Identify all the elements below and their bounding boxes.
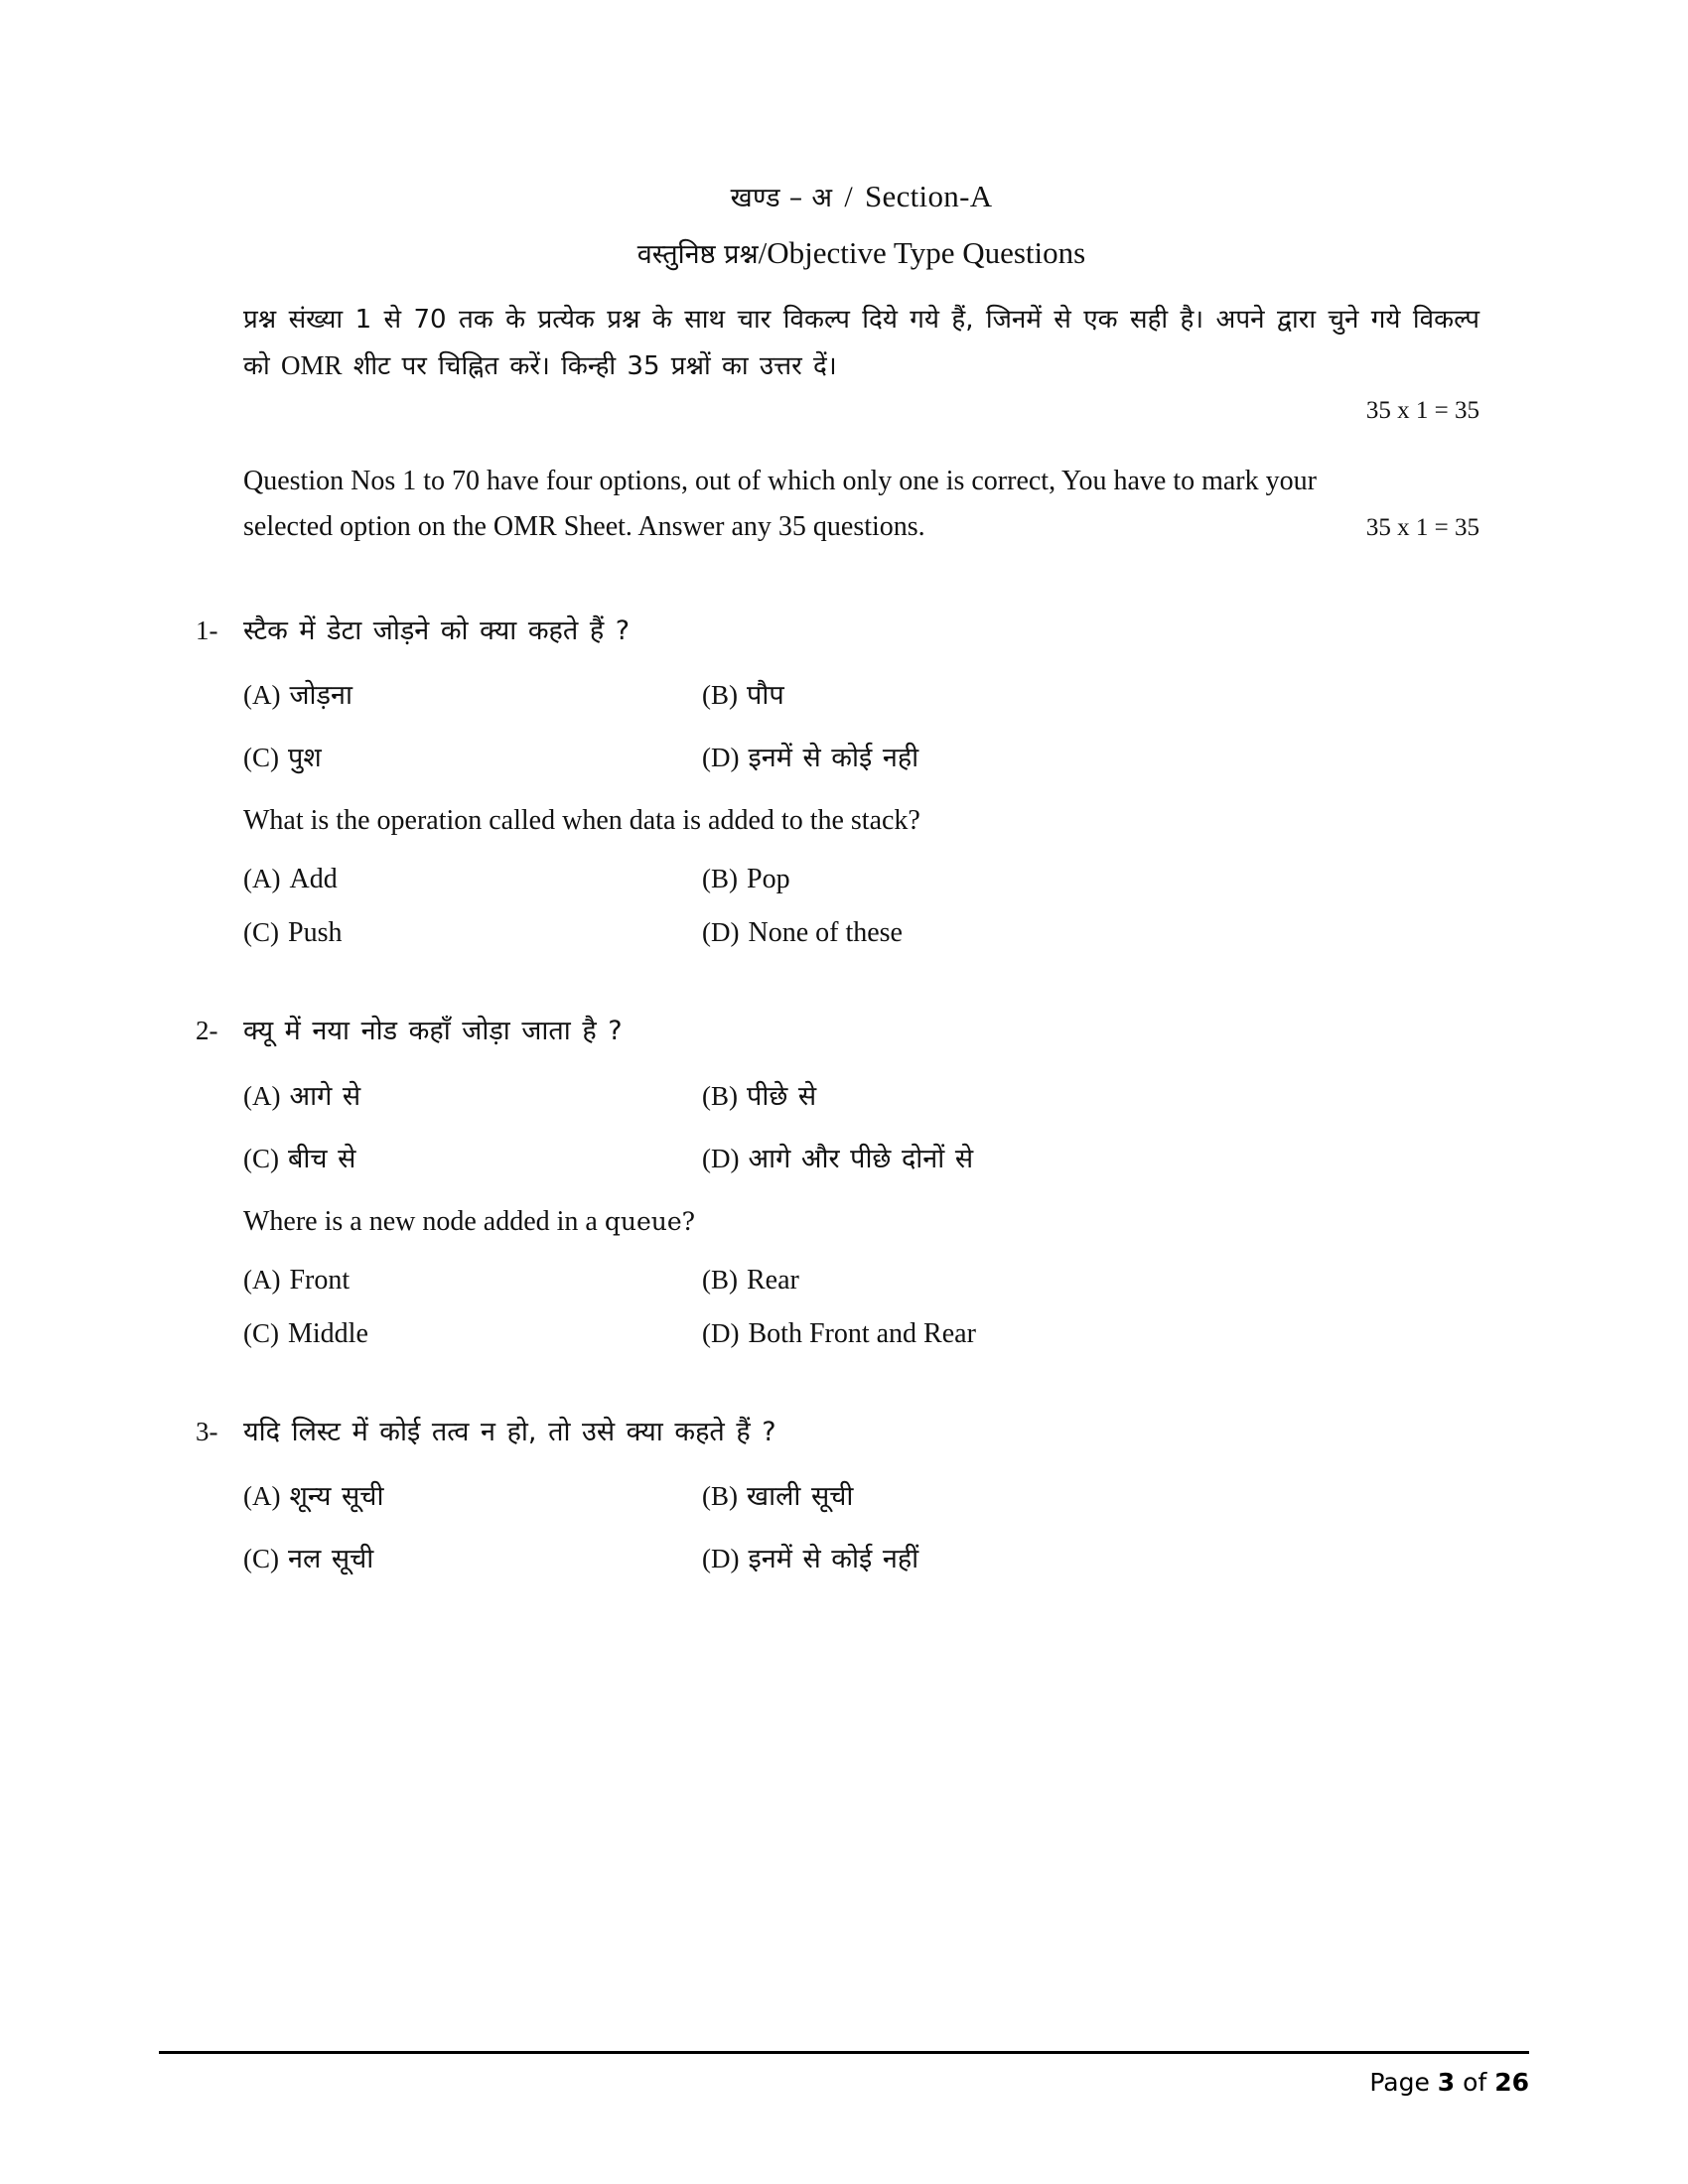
option-label: (D): [702, 1317, 740, 1348]
option-text: Push: [288, 917, 343, 949]
option-label: (C): [243, 1317, 279, 1348]
option-text: शून्य सूची: [289, 1481, 384, 1513]
option-row: [243, 738, 1479, 774]
page-number-total: 26: [1494, 2068, 1529, 2097]
option-text: Pop: [747, 864, 790, 895]
option-row: [243, 1139, 1479, 1175]
question-1-text-hindi: स्टैक में डेटा जोड़ने को क्या कहते हैं ?: [243, 614, 631, 646]
instructions-hindi-tail: [243, 388, 251, 433]
option-text: खाली सूची: [747, 1481, 854, 1513]
page-number-middle: of: [1455, 2068, 1495, 2097]
option-label: (B): [702, 1264, 738, 1295]
instructions-english-line2: selected option on the OMR Sheet. Answer any 35 questions.: [243, 510, 925, 542]
instructions-hindi-part2: शीट पर चिह्नित करें। किन्ही 35 प्रश्नों का उत्तर दें।: [342, 350, 837, 381]
option-row: [243, 675, 1479, 712]
option-text: Front: [289, 1264, 351, 1296]
question-1-options-english: [243, 864, 1479, 949]
option-2-hi-b[interactable]: [702, 1076, 1479, 1113]
question-1-options-hindi: [243, 675, 1479, 774]
instructions-hindi-part1: प्रश्न संख्या 1 से 70 तक के प्रत्येक प्रश्न के साथ चार विकल्प दिये गये हैं, जिनमें से एक सही है। अपने द्वारा चुने गये विकल्प को: [243, 305, 1479, 381]
option-text: पुश: [288, 743, 322, 774]
page-number-prefix: Page: [1369, 2068, 1438, 2097]
option-text: None of these: [748, 917, 903, 949]
page-number: [159, 2054, 1529, 2097]
page-footer: [159, 2051, 1529, 2097]
option-1-en-a[interactable]: [243, 864, 702, 895]
option-row: [243, 1265, 1479, 1297]
option-3-hi-b[interactable]: [702, 1476, 1479, 1513]
option-3-hi-d[interactable]: [702, 1539, 1479, 1575]
option-text: Add: [289, 864, 338, 895]
option-2-hi-c[interactable]: [243, 1139, 702, 1175]
option-1-en-b[interactable]: [702, 864, 1479, 895]
option-label: (B): [702, 680, 738, 711]
option-label: (D): [702, 1143, 740, 1173]
option-2-en-b[interactable]: [702, 1265, 1479, 1297]
instructions-hindi-omr: OMR: [280, 349, 343, 380]
option-1-hi-d[interactable]: [702, 738, 1479, 774]
option-label: (C): [243, 1143, 279, 1173]
question-block-1: [196, 611, 1479, 950]
option-3-hi-a[interactable]: [243, 1476, 702, 1513]
instructions-hindi: [243, 298, 1479, 388]
question-block-3: [196, 1412, 1479, 1576]
option-text: पीछे से: [747, 1080, 817, 1112]
option-1-hi-b[interactable]: [702, 675, 1479, 712]
instructions-english: [243, 459, 1479, 549]
option-label: (D): [702, 917, 740, 948]
subsection-heading-english: Objective Type Questions: [767, 234, 1086, 270]
subsection-heading-separator: /: [758, 234, 768, 270]
question-1-number: 1-: [196, 614, 218, 645]
option-row: [243, 864, 1479, 895]
question-3-options-hindi: [243, 1476, 1479, 1575]
question-3-heading: [196, 1412, 1479, 1453]
option-text: बीच से: [288, 1143, 356, 1174]
question-1-text-english: What is the operation called when data is added to the stack?: [243, 805, 920, 837]
option-row: [243, 1076, 1479, 1113]
page-number-current: 3: [1437, 2068, 1456, 2097]
page-content: [196, 174, 1479, 1601]
instructions-hindi-marks: 35 x 1 = 35: [1365, 397, 1479, 425]
section-heading: [243, 174, 1479, 220]
option-text: Middle: [288, 1317, 368, 1349]
question-2-number: 2-: [196, 1016, 218, 1046]
subsection-heading-hindi: वस्तुनिष्ठ प्रश्न: [636, 238, 759, 270]
option-label: (B): [702, 1481, 738, 1512]
option-label: (B): [702, 864, 738, 894]
option-label: (A): [243, 1481, 281, 1512]
section-heading-english: Section-A: [864, 179, 993, 213]
question-1-heading: [196, 611, 1479, 652]
option-1-en-c[interactable]: [243, 917, 702, 949]
option-2-en-c[interactable]: [243, 1318, 702, 1350]
section-heading-hindi: खण्ड – अ: [730, 183, 833, 213]
question-2-text-english: [243, 1201, 1479, 1243]
option-text: इनमें से कोई नही: [748, 743, 919, 774]
option-1-hi-a[interactable]: [243, 675, 702, 712]
question-3-number: 3-: [196, 1416, 218, 1446]
question-3-text-hindi: यदि लिस्ट में कोई तत्व न हो, तो उसे क्या कहते हैं ?: [243, 1416, 776, 1447]
subsection-heading: [243, 230, 1479, 277]
option-3-hi-c[interactable]: [243, 1539, 702, 1575]
option-text: इनमें से कोई नहीं: [748, 1544, 919, 1575]
instructions-english-line2-row: [243, 504, 1479, 549]
option-label: (A): [243, 1264, 281, 1295]
instructions-hindi-marks-row: [243, 388, 1479, 433]
question-2-text-english-main: Where is a new node added in a: [243, 1205, 605, 1237]
option-label: (C): [243, 1544, 279, 1574]
option-text: Both Front and Rear: [748, 1317, 976, 1349]
option-2-hi-a[interactable]: [243, 1076, 702, 1113]
option-label: (A): [243, 1080, 281, 1111]
instructions-english-line1: Question Nos 1 to 70 have four options, out of which only one is correct, You have to mark your: [243, 466, 1317, 497]
option-label: (B): [702, 1080, 738, 1111]
option-2-hi-d[interactable]: [702, 1139, 1479, 1175]
option-text: Rear: [747, 1264, 799, 1296]
question-2-text-hindi: क्यू में नया नोड कहाँ जोड़ा जाता है ?: [243, 1016, 623, 1047]
option-1-hi-c[interactable]: [243, 738, 702, 774]
option-text: आगे और पीछे दोनों से: [748, 1143, 974, 1174]
option-row: [243, 1318, 1479, 1350]
question-2-options-english: [243, 1265, 1479, 1350]
option-label: (D): [702, 1544, 740, 1574]
section-heading-separator: /: [844, 181, 853, 213]
option-1-en-d[interactable]: [702, 917, 1479, 949]
instructions-english-marks: 35 x 1 = 35: [1365, 513, 1479, 541]
question-block-2: [196, 1011, 1479, 1350]
option-label: (C): [243, 917, 279, 948]
option-text: आगे से: [289, 1080, 361, 1112]
option-text: जोड़ना: [289, 680, 352, 712]
option-label: (A): [243, 864, 281, 894]
option-row: [243, 1539, 1479, 1575]
option-label: (D): [702, 743, 740, 773]
option-label: (A): [243, 680, 281, 711]
option-row: [243, 917, 1479, 949]
question-2-text-english-queue: queue?: [604, 1206, 696, 1236]
question-2-heading: [196, 1011, 1479, 1052]
option-label: (C): [243, 743, 279, 773]
option-2-en-d[interactable]: [702, 1318, 1479, 1350]
option-text: नल सूची: [288, 1544, 374, 1575]
question-2-options-hindi: [243, 1076, 1479, 1175]
option-2-en-a[interactable]: [243, 1265, 702, 1297]
option-row: [243, 1476, 1479, 1513]
option-text: पौप: [747, 680, 784, 712]
